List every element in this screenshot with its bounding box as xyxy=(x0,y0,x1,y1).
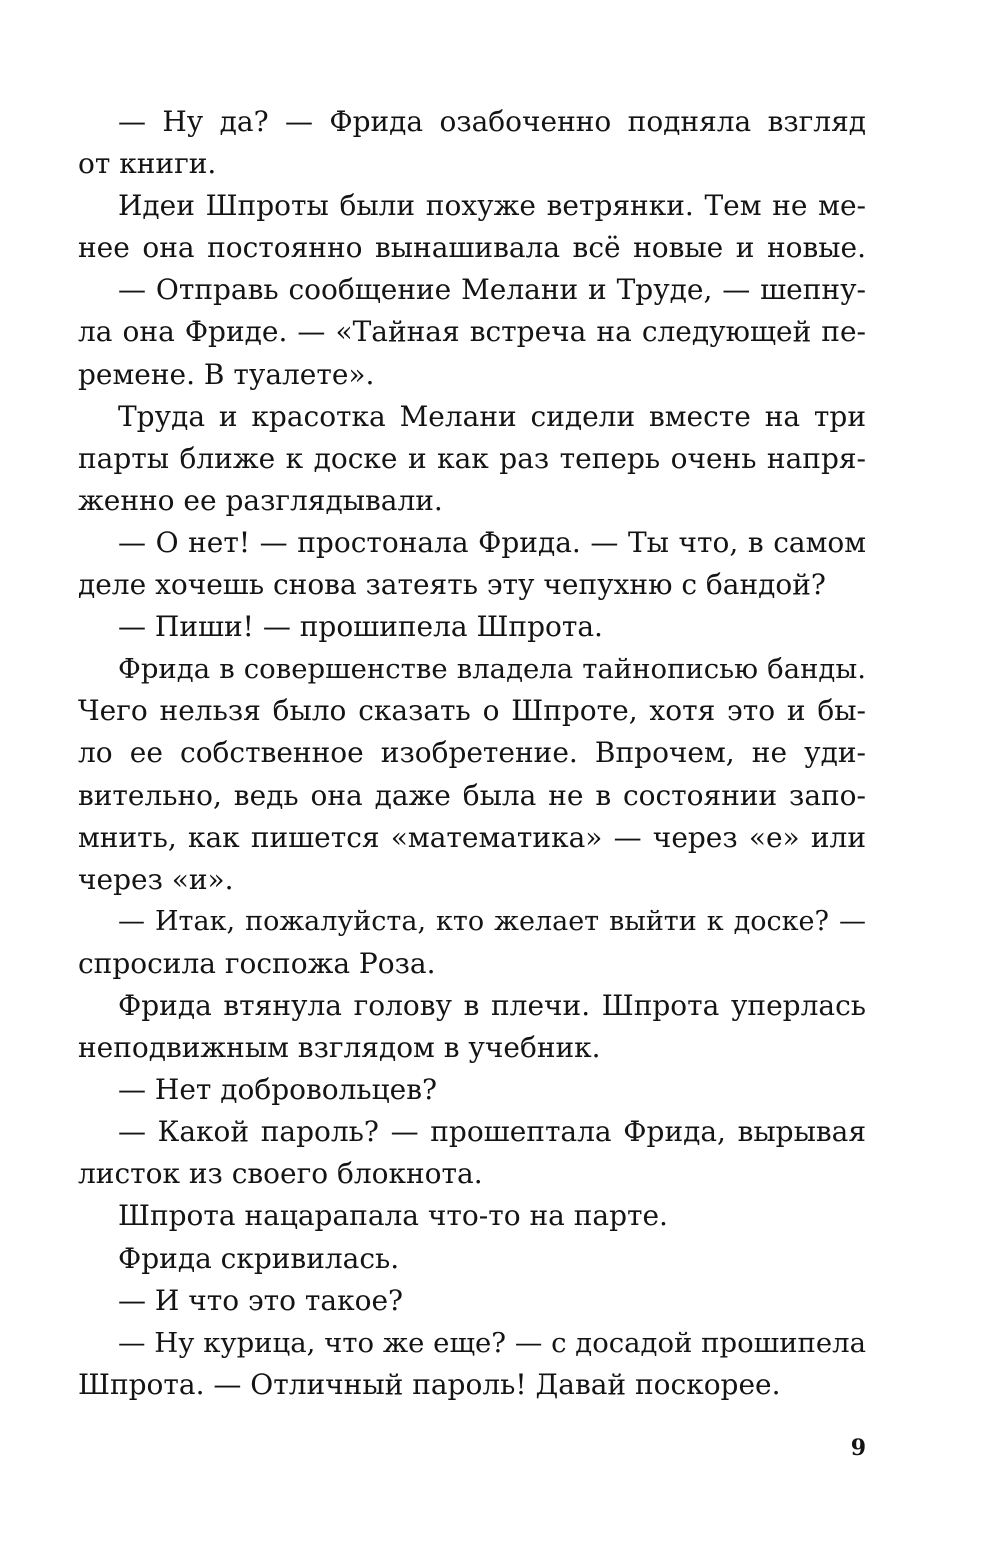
text-line: — И что это такое? xyxy=(118,1283,404,1317)
text-line: парты ближе к доске и как раз теперь очень напря- xyxy=(78,441,866,475)
text-line: ло ее собственное изобретение. Впрочем, не уди- xyxy=(78,736,866,770)
text-line: деле хочешь снова затеять эту чепухню с бандой? xyxy=(78,568,826,602)
text-line: ремене. В туалете». xyxy=(78,357,375,391)
text-line: Труда и красотка Мелани сидели вместе на три xyxy=(118,399,866,433)
text-line: — Какой пароль? — прошептала Фрида, вырывая xyxy=(118,1115,866,1149)
text-line: Фрида в совершенстве владела тайнописью банды. xyxy=(118,653,866,686)
text-line: — Ну да? — Фрида озабоченно подняла взгляд xyxy=(118,105,866,138)
text-line: от книги. xyxy=(78,147,217,181)
text-line: Идеи Шпроты были похуже ветрянки. Тем не ме- xyxy=(118,189,866,223)
text-line: Фрида скривилась. xyxy=(118,1241,400,1275)
text-line: Чего нельзя было сказать о Шпроте, хотя это и бы- xyxy=(78,694,866,728)
text-line: — Ну курица, что же еще? — с досадой прошипела xyxy=(118,1326,866,1359)
text-line: — О нет! — простонала Фрида. — Ты что, в самом xyxy=(118,525,866,559)
text-line: Фрида втянула голову в плечи. Шпрота уперлась xyxy=(118,988,866,1022)
text-line: листок из своего блокнота. xyxy=(78,1157,483,1191)
text-line: спросила госпожа Роза. xyxy=(78,946,436,980)
text-line: женно ее разглядывали. xyxy=(78,483,443,517)
text-line: ла она Фриде. — «Тайная встреча на следующей пе- xyxy=(78,315,866,349)
text-line: нее она постоянно вынашивала всё новые и новые. xyxy=(78,231,866,265)
text-line: через «и». xyxy=(78,862,234,896)
book-page-text xyxy=(78,101,866,1406)
text-line: — Нет добровольцев? xyxy=(118,1073,438,1107)
text-line: вительно, ведь она даже была не в состоянии запо- xyxy=(78,778,866,812)
text-line: — Отправь сообщение Мелани и Труде, — шепну- xyxy=(118,273,866,307)
text-line: — Пиши! — прошипела Шпрота. xyxy=(118,610,603,644)
text-line: — Итак, пожалуйста, кто желает выйти к доске? — xyxy=(118,905,866,937)
page-number: 9 xyxy=(850,1435,866,1461)
text-line: неподвижным взглядом в учебник. xyxy=(78,1031,601,1065)
text-line: Шпрота. — Отличный пароль! Давай поскорее. xyxy=(78,1367,781,1401)
text-line: Шпрота нацарапала что-то на парте. xyxy=(118,1199,668,1233)
text-line: мнить, как пишется «математика» — через «е» или xyxy=(78,820,866,854)
